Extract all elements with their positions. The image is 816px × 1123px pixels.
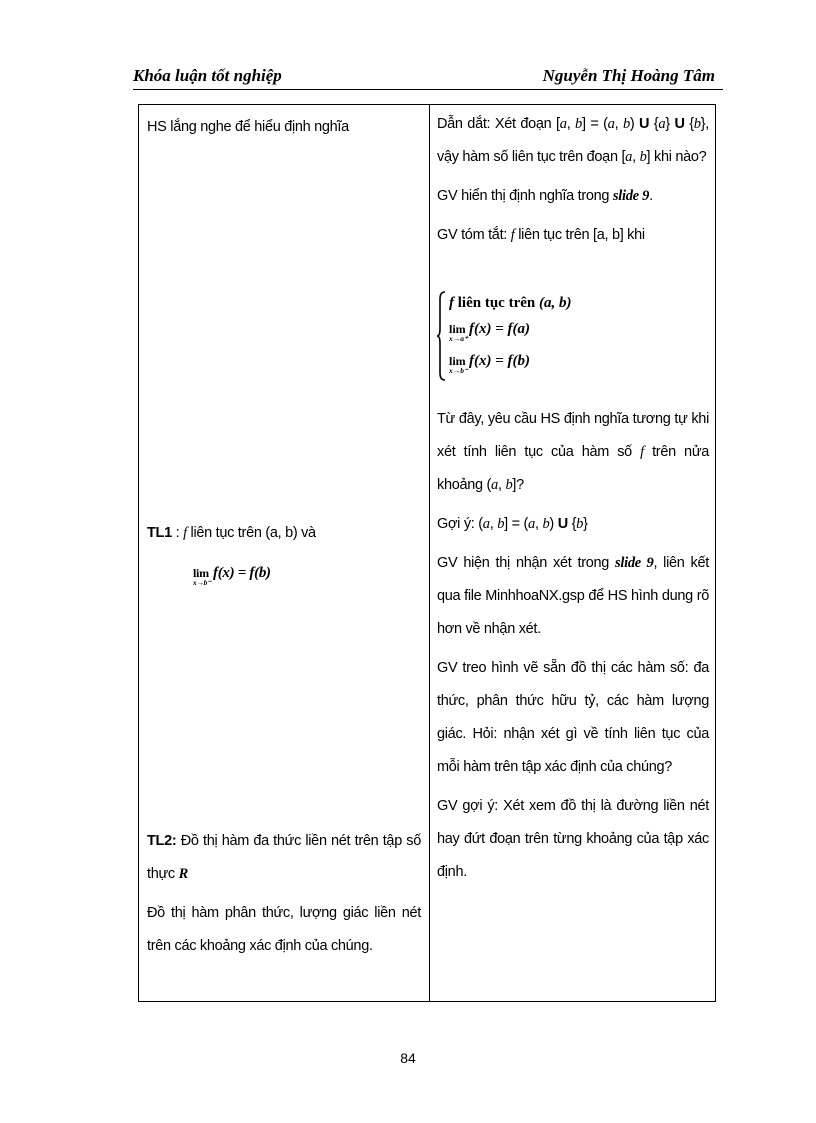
t: liên tục trên bbox=[454, 295, 539, 311]
expr: f(x) = f(b) bbox=[469, 353, 531, 369]
student-listen-text: HS lắng nghe để hiểu định nghĩa bbox=[147, 119, 349, 135]
expr: f(x) = f(a) bbox=[469, 321, 531, 337]
t: Từ đây, yêu cầu HS định nghĩa tương tự khi xét tính liên tục của hàm số bbox=[437, 411, 709, 460]
lead-in-text bbox=[437, 108, 709, 174]
t: , bbox=[535, 516, 543, 532]
m: a bbox=[491, 477, 498, 493]
m: a bbox=[607, 116, 615, 132]
m: f bbox=[510, 227, 515, 243]
union-symbol: U bbox=[674, 116, 685, 132]
system-line-1 bbox=[449, 295, 571, 312]
m: a bbox=[482, 516, 490, 532]
t: Gợi ý: ( bbox=[437, 516, 483, 532]
t: ) bbox=[629, 116, 640, 132]
system-line-3 bbox=[449, 353, 531, 375]
m: b bbox=[639, 149, 647, 165]
lim-sub: x→a⁺ bbox=[449, 334, 468, 343]
show-definition-text bbox=[437, 180, 709, 213]
hint-text bbox=[437, 508, 709, 541]
t: }, vậy hàm số liên tục trên đoạn [ bbox=[437, 116, 710, 165]
t: } bbox=[583, 516, 588, 532]
graph-question-text: GV treo hình vẽ sẵn đồ thị các hàm số: đa thức, phân thức hữu tỷ, các hàm lượng giác. Hỏi: nhận xét gì về tính liên tục của mỗi hàm trên tập xác định của chúng? bbox=[437, 660, 709, 775]
tl1-expr: f(x) = f(b) bbox=[213, 565, 271, 581]
t: } bbox=[665, 116, 675, 132]
continuity-system bbox=[437, 291, 637, 387]
column-divider bbox=[429, 105, 430, 1001]
m: b bbox=[542, 516, 550, 532]
t: ) bbox=[549, 516, 558, 532]
m: f bbox=[640, 444, 644, 460]
tl1-answer bbox=[147, 517, 421, 550]
t: . bbox=[649, 188, 653, 204]
tl2-answer bbox=[147, 825, 421, 891]
t: liên tục trên [a, b] khi bbox=[514, 227, 645, 243]
t: , bbox=[497, 477, 506, 493]
tl1-f: f bbox=[183, 525, 187, 541]
tl2-label: TL2: bbox=[147, 833, 177, 849]
m: (a, b) bbox=[538, 295, 572, 311]
m: f bbox=[449, 295, 454, 311]
t: Dẫn dắt: Xét đoạn [ bbox=[437, 116, 560, 132]
system-line-2 bbox=[449, 321, 531, 343]
t: ] khi nào? bbox=[646, 149, 707, 165]
header-author: Nguyễn Thị Hoàng Tâm bbox=[542, 66, 715, 85]
t: , liên kết qua file MinhhoaNX.gsp để HS hình dung rõ hơn về nhận xét. bbox=[437, 555, 709, 637]
tl2-R: R bbox=[178, 866, 188, 882]
tl1-text: liên tục trên (a, b) và bbox=[186, 525, 316, 541]
m: b bbox=[576, 516, 584, 532]
union-symbol: U bbox=[639, 116, 650, 132]
m: a bbox=[658, 116, 666, 132]
left-cell-tl2 bbox=[147, 825, 421, 969]
tl1-sep: : bbox=[171, 525, 184, 541]
lesson-table bbox=[138, 104, 716, 1002]
t: ]? bbox=[512, 477, 524, 493]
t: { bbox=[684, 116, 694, 132]
tl1-formula bbox=[193, 565, 393, 587]
lim-a bbox=[449, 322, 469, 343]
t: GV tóm tắt: bbox=[437, 227, 511, 243]
t: , bbox=[632, 149, 640, 165]
t: , bbox=[489, 516, 498, 532]
header-title: Khóa luận tốt nghiệp bbox=[133, 66, 282, 85]
lim-sub: x→b⁻ bbox=[449, 366, 468, 375]
t: { bbox=[649, 116, 659, 132]
t: ] = ( bbox=[582, 116, 608, 132]
m: a bbox=[625, 149, 633, 165]
t: GV hiển thị định nghĩa trong bbox=[437, 188, 613, 204]
tl1-lim-sub: x→b⁻ bbox=[193, 578, 211, 587]
header-rule bbox=[133, 89, 723, 90]
m: a bbox=[559, 116, 567, 132]
brace-icon bbox=[437, 291, 447, 381]
tl2-text: Đồ thị hàm đa thức liền nét trên tập số thực bbox=[147, 833, 421, 882]
half-interval-question bbox=[437, 403, 709, 502]
slide-ref: slide 9 bbox=[612, 188, 650, 204]
m: a bbox=[528, 516, 535, 532]
m: b bbox=[505, 477, 513, 493]
m: b bbox=[575, 116, 582, 132]
t: { bbox=[567, 516, 577, 532]
m: b bbox=[497, 516, 505, 532]
tl2-answer-2: Đồ thị hàm phân thức, lượng giác liền nét trên các khoảng xác định của chúng. bbox=[147, 905, 421, 954]
union-symbol: U bbox=[557, 516, 568, 532]
show-remark-text bbox=[437, 547, 709, 646]
lim-text: lim bbox=[449, 322, 466, 336]
t: , bbox=[566, 116, 576, 132]
slide-ref: slide 9 bbox=[615, 555, 654, 571]
right-cell-1 bbox=[437, 108, 709, 258]
tl1-label: TL1 bbox=[147, 525, 172, 541]
tl1-lim bbox=[193, 566, 213, 587]
t: trên nửa khoảng ( bbox=[437, 444, 709, 493]
lim-b bbox=[449, 354, 469, 375]
t: , bbox=[614, 116, 623, 132]
lim-text: lim bbox=[449, 354, 466, 368]
m: b bbox=[622, 116, 630, 132]
summary-text bbox=[437, 219, 709, 252]
page-number: 84 bbox=[400, 1050, 416, 1066]
tl1-lim-text: lim bbox=[193, 566, 209, 580]
left-cell-1 bbox=[147, 111, 421, 150]
page-header bbox=[133, 64, 721, 88]
m: b bbox=[693, 116, 701, 132]
right-cell-2 bbox=[437, 403, 709, 895]
graph-hint-text: GV gợi ý: Xét xem đồ thị là đường liền nét hay đứt đoạn trên từng khoảng của tập xác định. bbox=[437, 798, 709, 880]
t: ] = ( bbox=[504, 516, 529, 532]
t: GV hiện thị nhận xét trong bbox=[437, 555, 616, 571]
left-cell-tl1 bbox=[147, 517, 421, 556]
